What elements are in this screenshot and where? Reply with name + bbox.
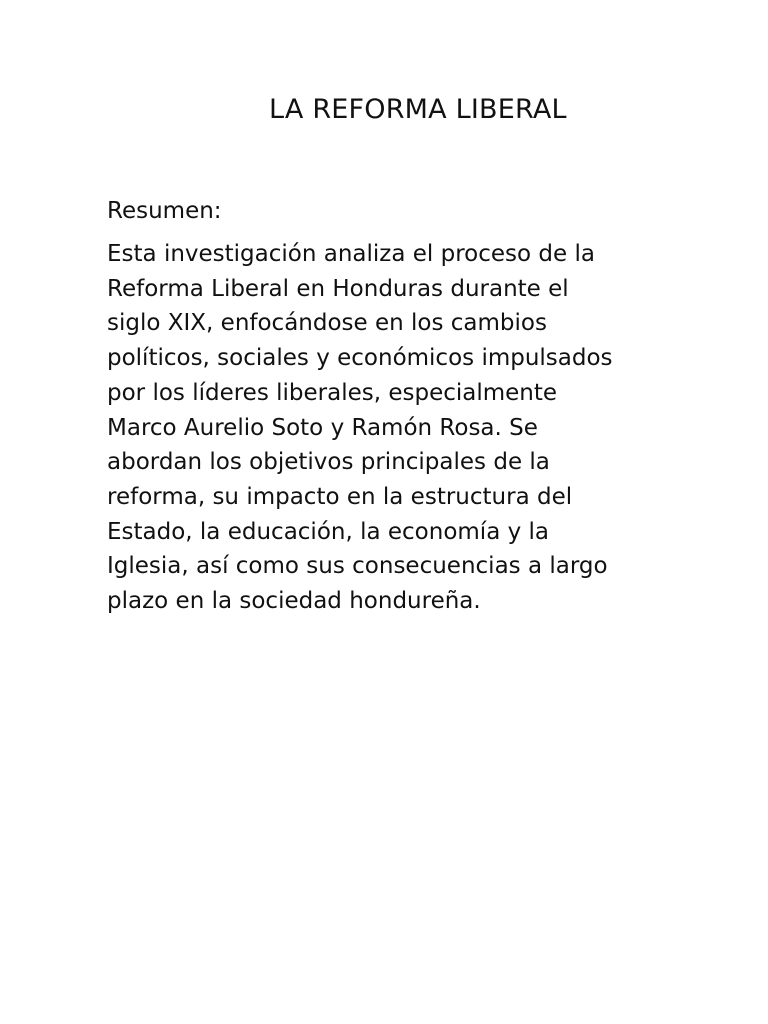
summary-line: Marco Aurelio Soto y Ramón Rosa. Se <box>107 414 538 441</box>
summary-line: reforma, su impacto en la estructura del <box>107 483 573 510</box>
summary-label: Resumen: <box>107 198 222 224</box>
summary-line: Esta investigación analiza el proceso de la <box>107 241 595 267</box>
summary-line: por los líderes liberales, especialmente <box>107 379 558 406</box>
summary-line: Iglesia, así como sus consecuencias a largo <box>107 553 608 580</box>
summary-line: plazo en la sociedad hondureña. <box>107 588 481 615</box>
summary-line: abordan los objetivos principales de la <box>107 449 550 476</box>
summary-line: políticos, sociales y económicos impulsados <box>107 345 613 372</box>
document-title: LA REFORMA LIBERAL <box>269 94 567 125</box>
summary-paragraph <box>107 237 687 619</box>
summary-line: Reforma Liberal en Honduras durante el <box>107 275 569 302</box>
summary-line: Estado, la educación, la economía y la <box>107 518 550 545</box>
summary-line: siglo XIX, enfocándose en los cambios <box>107 310 547 337</box>
